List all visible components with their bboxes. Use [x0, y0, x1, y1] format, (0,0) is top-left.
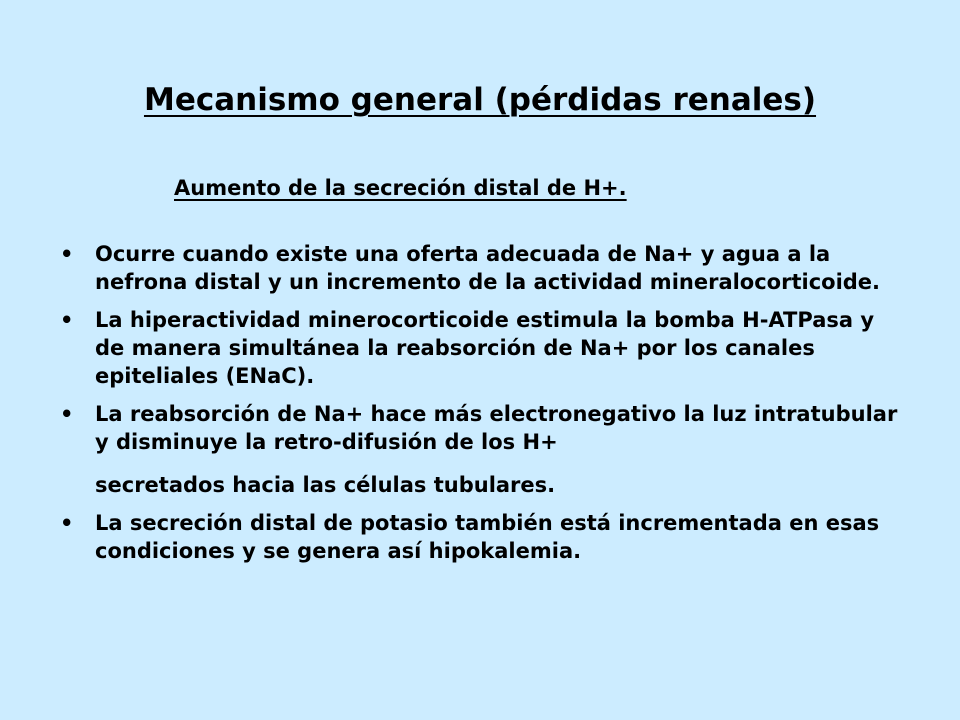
bullet-item-2 — [60, 306, 900, 390]
bullet-marker: • — [60, 242, 74, 266]
bullet-text: La reabsorción de Na+ hace más electronegativo la luz intratubular y disminuye la retro-difusión de los H+ — [95, 402, 898, 454]
bullet-text: La secreción distal de potasio también está incrementada en esas condiciones y se genera así hipokalemia. — [95, 511, 880, 563]
slide-title: Mecanismo general (pérdidas renales) — [143, 82, 817, 118]
bullet-continuation-text: secretados hacia las células tubulares. — [95, 473, 556, 497]
bullet-marker: • — [60, 308, 74, 332]
bullet-item-1 — [60, 240, 900, 296]
bullet-text: Ocurre cuando existe una oferta adecuada de Na+ y agua a la nefrona distal y un incremento de la actividad mineralocorticoide. — [95, 242, 881, 294]
bullet-list — [60, 240, 900, 575]
bullet-marker: • — [60, 511, 74, 535]
bullet-item-4 — [60, 509, 900, 565]
bullet-marker: • — [60, 402, 74, 426]
bullet-item-3 — [60, 400, 900, 499]
slide-subtitle: Aumento de la secreción distal de H+. — [174, 176, 627, 200]
bullet-text: La hiperactividad minerocorticoide estimula la bomba H-ATPasa y de manera simultánea la reabsorción de Na+ por los canales epiteliales (ENaC). — [95, 308, 875, 388]
